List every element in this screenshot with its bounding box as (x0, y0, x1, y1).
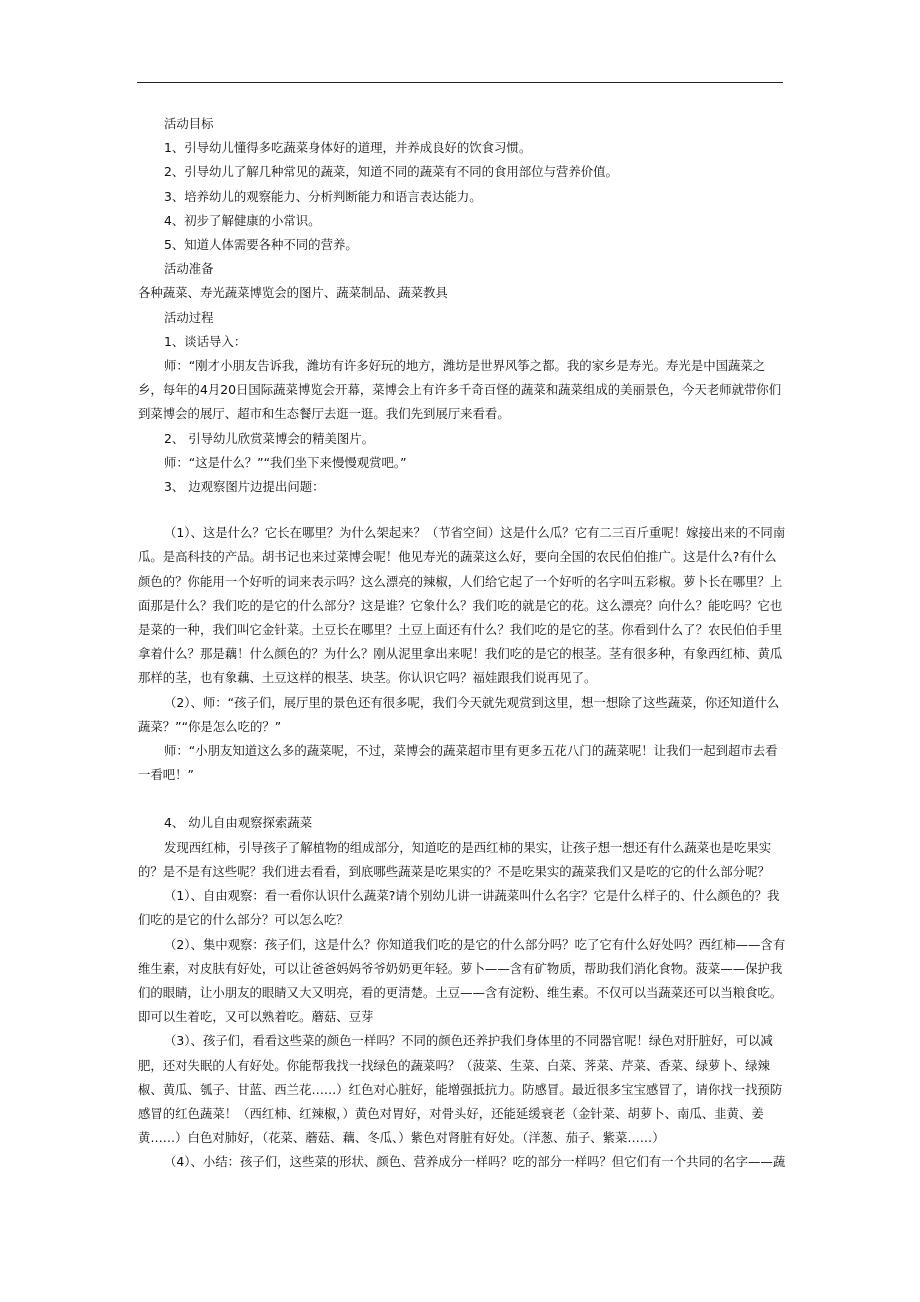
prep-text: 各种蔬菜、寿光蔬菜博览会的图片、蔬菜制品、蔬菜教具 (138, 285, 448, 301)
goal-item-3: 3、培养幼儿的观察能力、分析判断能力和语言表达能力。 (164, 188, 482, 204)
step3-paragraph-3: 师：“小朋友知道这么多的蔬菜呢，不过，菜博会的蔬菜超市里有更多五花八门的蔬菜呢！让我们一起到超市去看一看吧！” (138, 743, 778, 783)
step2-text: 师：“这是什么？”“我们坐下来慢慢观赏吧。” (164, 454, 407, 470)
goal-item-5: 5、知道人体需要各种不同的营养。 (164, 237, 358, 253)
header-rule (137, 82, 783, 83)
step1-title: 1、谈话导入： (164, 333, 247, 349)
step4-paragraph-1: （1）、自由观察：看一看你认识什么蔬菜?请个别幼儿讲一讲蔬菜叫什么名字？它是什么样子的、什么颜色的？我们吃的是它的什么部分？可以怎么吃？ (138, 888, 780, 928)
goal-item-4: 4、初步了解健康的小常识。 (164, 212, 321, 228)
section-title-prep: 活动准备 (164, 261, 214, 277)
goal-item-1: 1、引导幼儿懂得多吃蔬菜身体好的道理，并养成良好的饮食习惯。 (164, 140, 532, 156)
step2-title: 2、 引导幼儿欣赏菜博会的精美图片。 (164, 430, 375, 446)
goal-item-2: 2、引导幼儿了解几种常见的蔬菜，知道不同的蔬菜有不同的食用部位与营养价值。 (164, 164, 618, 180)
document-body (138, 112, 786, 1175)
step1-text: 师：“刚才小朋友告诉我，潍坊有许多好玩的地方，潍坊是世界风筝之都。我的家乡是寿光。寿光是中国蔬菜之乡，每年的4月20日国际蔬菜博览会开幕，菜博会上有许多千奇百怪的蔬菜和蔬菜组成的美丽景色，今天老师就带你们到菜博会的展厅、超市和生态餐厅去逛一逛。我们先到展厅来看看。 (138, 358, 782, 422)
spacer (138, 787, 786, 811)
step4-title: 4、 幼儿自由观察探索蔬菜 (164, 815, 313, 831)
step3-title: 3、 边观察图片边提出问题： (164, 479, 325, 495)
section-title-process: 活动过程 (164, 309, 214, 325)
section-title-goals: 活动目标 (164, 116, 214, 131)
step4-paragraph-2: （2）、集中观察：孩子们，这是什么？你知道我们吃的是它的什么部分吗？吃了它有什么好处吗？西红柿——含有维生素，对皮肤有好处，可以让爸爸妈妈爷爷奶奶更年轻。萝卜——含有矿物质，帮助我们消化食物。菠菜——保护我们的眼睛，让小朋友的眼睛又大又明亮，看的更清楚。土豆——含有淀粉、维生素。不仅可以当蔬菜还可以当粮食吃。即可以生着吃，又可以熟着吃。蘑菇、豆芽 (138, 936, 786, 1025)
step3-paragraph-2: （2）、师：“孩子们，展厅里的景色还有很多呢，我们今天就先观赏到这里，想一想除了这些蔬菜，你还知道什么蔬菜？”“你是怎么吃的？” (138, 694, 780, 734)
spacer (138, 499, 786, 521)
step4-paragraph-3: （3）、孩子们，看看这些菜的颜色一样吗？不同的颜色还养护我们身体里的不同器官呢！绿色对肝脏好，可以减肥，还对失眠的人有好处。你能帮我找一找绿色的蔬菜吗？（菠菜、生菜、白菜、荠菜、芹菜、香菜、绿萝卜、绿辣椒、黄瓜、瓠子、甘蓝、西兰花……）红色对心脏好，能增强抵抗力。防感冒。最近很多宝宝感冒了，请你找一找预防感冒的红色蔬菜！（西红柿、红辣椒，）黄色对胃好，对骨头好，还能延缓衰老（金针菜、胡萝卜、南瓜、韭黄、姜黄……）白色对肺好，（花菜、蘑菇、藕、冬瓜、）紫色对肾脏有好处。（洋葱、茄子、紫菜……） (138, 1033, 783, 1146)
step3-paragraph-1: （1）、这是什么？它长在哪里？为什么架起来？（节省空间）这是什么瓜？它有二三百斤重呢！嫁接出来的不同南瓜。是高科技的产品。胡书记也来过菜博会呢！他见寿光的蔬菜这么好，要向全国的农民伯伯推广。这是什么?有什么颜色的？你能用一个好听的词来表示吗？这么漂亮的辣椒，人们给它起了一个好听的名字叫五彩椒。萝卜长在哪里？上面那是什么？我们吃的是它的什么部分？这是谁？它象什么？我们吃的就是它的花。这么漂亮？向什么？能吃吗？它也是菜的一种，我们叫它金针菜。土豆长在哪里？土豆上面还有什么？我们吃的是它的茎。你看到什么了？农民伯伯手里拿着什么？那是藕！什么颜色的？为什么？刚从泥里拿出来呢！我们吃的是它的根茎。茎有很多种，有象西红柿、黄瓜那样的茎，也有象藕、土豆这样的根茎、块茎。你认识它吗？福娃跟我们说再见了。 (138, 525, 786, 686)
step4-paragraph-0: 发现西红柿，引导孩子了解植物的组成部分，知道吃的是西红柿的果实，让孩子想一想还有什么蔬菜也是吃果实的？是不是有这些呢？我们进去看看，到底哪些蔬菜是吃果实的？不是吃果实的蔬菜我们又是吃的它的什么部分呢？ (138, 839, 772, 879)
step4-paragraph-4: （4）、小结：孩子们，这些菜的形状、颜色、营养成分一样吗？吃的部分一样吗？但它们有一个共同的名字——蔬 (164, 1154, 786, 1170)
